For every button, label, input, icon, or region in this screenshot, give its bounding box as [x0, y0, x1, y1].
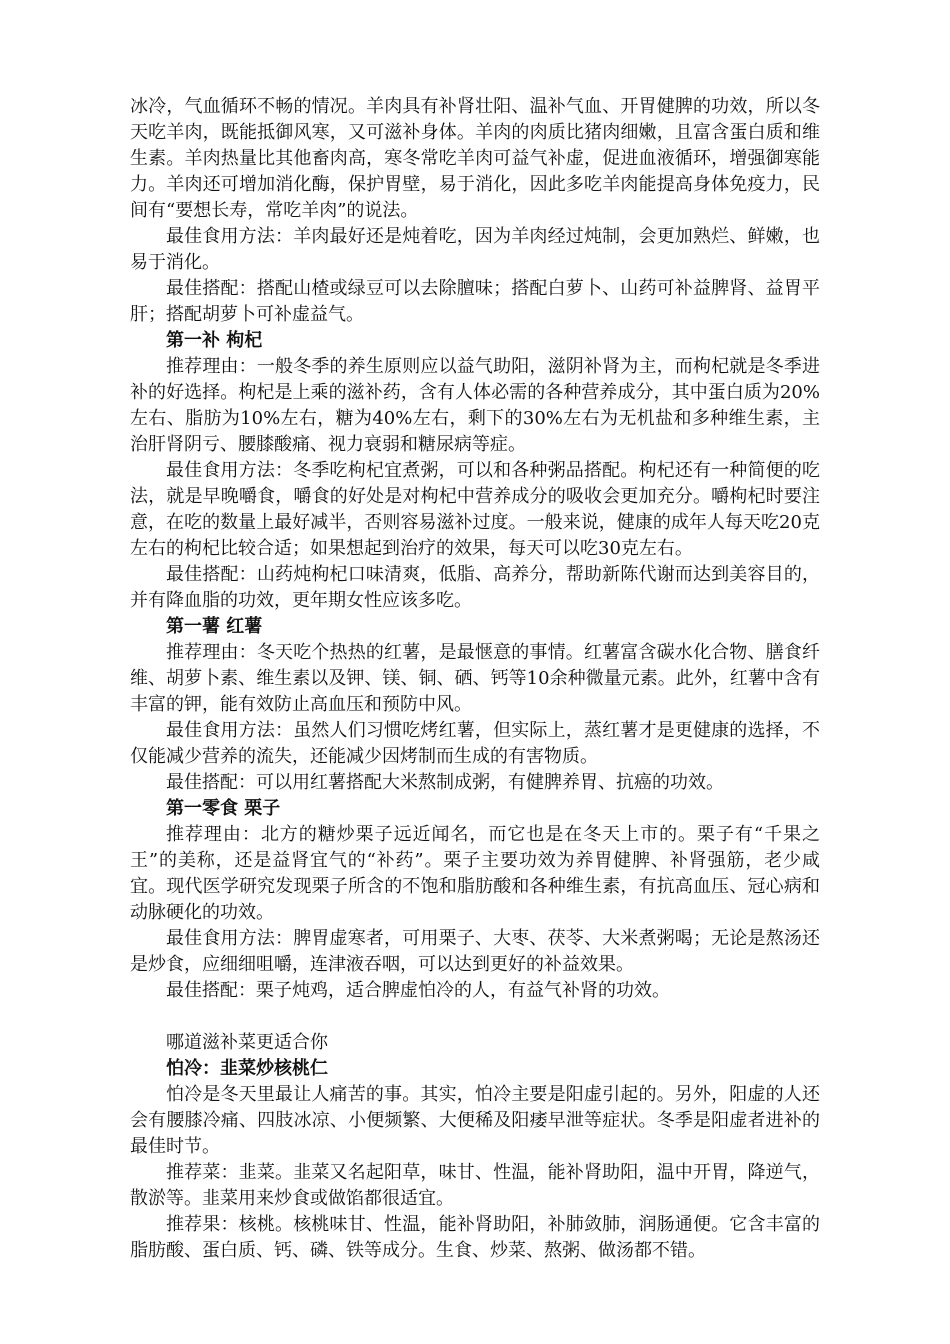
blank-line [130, 1004, 820, 1030]
paragraph-sweet-potato-method: 最佳食用方法：虽然人们习惯吃烤红薯，但实际上，蒸红薯才是更健康的选择，不仅能减少营养的流失，还能减少因烤制而生成的有害物质。 [130, 720, 820, 767]
paragraph-chestnut-method: 最佳食用方法：脾胃虚寒者，可用栗子、大枣、茯苓、大米煮粥喝；无论是熬汤还是炒食，应细细咀嚼，连津液吞咽，可以达到更好的补益效果。 [130, 928, 820, 975]
paragraph-goji-reason: 推荐理由：一般冬季的养生原则应以益气助阳，滋阴补肾为主，而枸杞就是冬季进补的好选择。枸杞是上乘的滋补药，含有人体必需的各种营养成分，其中蛋白质为20%左右、脂肪为10%左右，糖为40%左右，剩下的30%左右为无机盐和多种维生素，主治肝肾阴亏、腰膝酸痛、视力衰弱和糖尿病等症。 [130, 356, 820, 455]
section-title-tonic-dishes: 哪道滋补菜更适合你 [166, 1032, 328, 1053]
paragraph-cold-aversion-intro: 怕冷是冬天里最让人痛苦的事。其实，怕冷主要是阳虚引起的。另外，阳虚的人还会有腰膝冷痛、四肢冰凉、小便频繁、大便稀及阳痿早泄等症状。冬季是阳虚者进补的最佳时节。 [130, 1084, 820, 1157]
document-body [130, 94, 820, 1264]
paragraph-chestnut-pairing: 最佳搭配：栗子炖鸡，适合脾虚怕冷的人，有益气补肾的功效。 [166, 980, 670, 1001]
paragraph-mutton-intro: 冰冷，气血循环不畅的情况。羊肉具有补肾壮阳、温补气血、开胃健脾的功效，所以冬天吃羊肉，既能抵御风寒，又可滋补身体。羊肉的肉质比猪肉细嫩，且富含蛋白质和维生素。羊肉热量比其他畜肉高，寒冬常吃羊肉可益气补虚，促进血液循环，增强御寒能力。羊肉还可增加消化酶，保护胃壁，易于消化，因此多吃羊肉能提高身体免疫力，民间有“要想长寿，常吃羊肉”的说法。 [130, 96, 820, 221]
paragraph-chestnut-reason: 推荐理由：北方的糖炒栗子远近闻名，而它也是在冬天上市的。栗子有“千果之王”的美称，还是益肾宜气的“补药”。栗子主要功效为养胃健脾、补肾强筋，老少咸宜。现代医学研究发现栗子所含的不饱和脂肪酸和各种维生素，有抗高血压、冠心病和动脉硬化的功效。 [130, 824, 820, 923]
heading-chestnut: 第一零食 栗子 [166, 798, 281, 819]
heading-goji: 第一补 枸杞 [166, 330, 263, 351]
paragraph-goji-pairing: 最佳搭配：山药炖枸杞口味清爽，低脂、高养分，帮助新陈代谢而达到美容目的，并有降血脂的功效，更年期女性应该多吃。 [130, 564, 820, 611]
paragraph-goji-method: 最佳食用方法：冬季吃枸杞宜煮粥，可以和各种粥品搭配。枸杞还有一种简便的吃法，就是早晚嚼食，嚼食的好处是对枸杞中营养成分的吸收会更加充分。嚼枸杞时要注意，在吃的数量上最好减半，否则容易滋补过度。一般来说，健康的成年人每天吃20克左右的枸杞比较合适；如果想起到治疗的效果，每天可以吃30克左右。 [130, 460, 820, 559]
paragraph-sweet-potato-reason: 推荐理由：冬天吃个热热的红薯，是最惬意的事情。红薯富含碳水化合物、膳食纤维、胡萝卜素、维生素以及钾、镁、铜、硒、钙等10余种微量元素。此外，红薯中含有丰富的钾，能有效防止高血压和预防中风。 [130, 642, 820, 715]
heading-cold-aversion: 怕冷：韭菜炒核桃仁 [166, 1058, 328, 1079]
paragraph-recommended-vegetable: 推荐菜：韭菜。韭菜又名起阳草，味甘、性温，能补肾助阳，温中开胃，降逆气，散淤等。韭菜用来炒食或做馅都很适宜。 [130, 1162, 820, 1209]
paragraph-mutton-method: 最佳食用方法：羊肉最好还是炖着吃，因为羊肉经过炖制，会更加熟烂、鲜嫩，也易于消化。 [130, 226, 820, 273]
paragraph-mutton-pairing: 最佳搭配：搭配山楂或绿豆可以去除膻味；搭配白萝卜、山药可补益脾肾、益胃平肝；搭配胡萝卜可补虚益气。 [130, 278, 820, 325]
heading-sweet-potato: 第一薯 红薯 [166, 616, 263, 637]
paragraph-sweet-potato-pairing: 最佳搭配：可以用红薯搭配大米熬制成粥，有健脾养胃、抗癌的功效。 [166, 772, 724, 793]
paragraph-recommended-fruit: 推荐果：核桃。核桃味甘、性温，能补肾助阳，补肺敛肺，润肠通便。它含丰富的脂肪酸、蛋白质、钙、磷、铁等成分。生食、炒菜、熬粥、做汤都不错。 [130, 1214, 820, 1261]
